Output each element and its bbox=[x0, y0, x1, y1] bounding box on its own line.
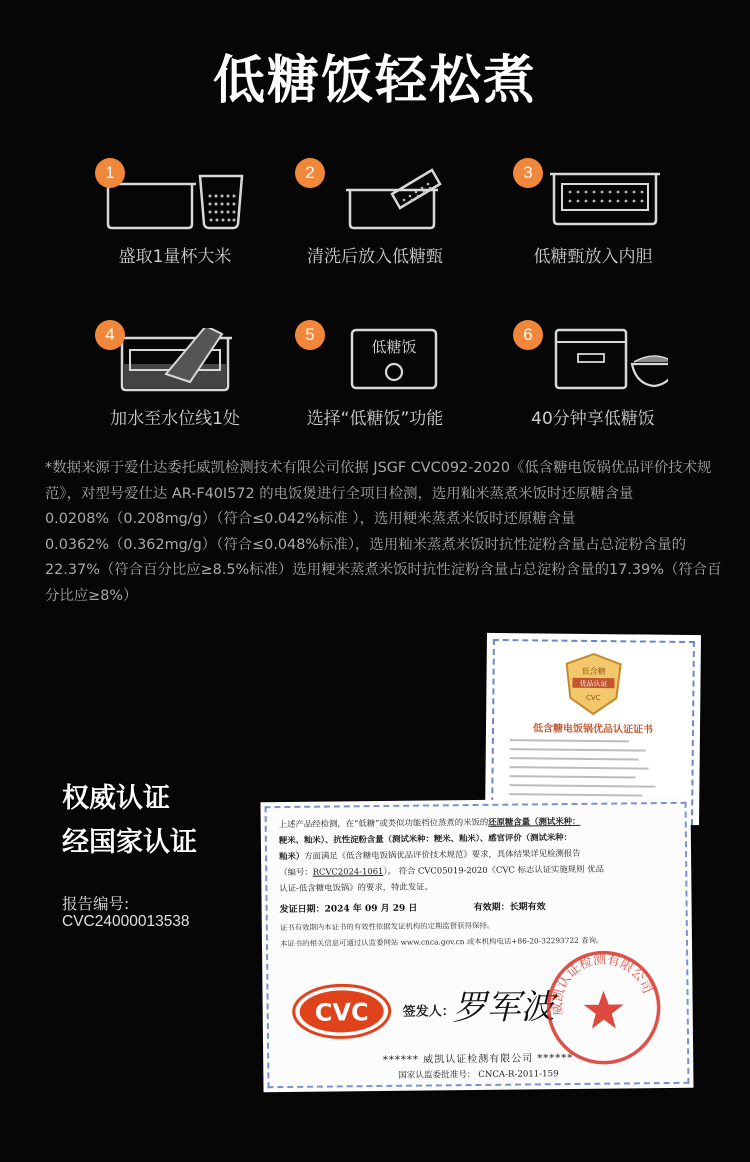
step-5 bbox=[260, 320, 490, 470]
step-6 bbox=[478, 320, 708, 470]
signature: 罗军波 bbox=[452, 987, 555, 1029]
step-label: 加水至水位线1处 bbox=[110, 409, 240, 429]
issuing-company: ****** 威凯认证检测有限公司 ****** bbox=[382, 1052, 574, 1066]
svg-text:优品认证: 优品认证 bbox=[579, 679, 608, 689]
step-number: 5 bbox=[295, 320, 325, 350]
step-2 bbox=[260, 158, 490, 308]
validity: 有效期：长期有效 bbox=[473, 902, 546, 914]
svg-text:CVC: CVC bbox=[314, 998, 369, 1027]
step-number: 2 bbox=[295, 158, 325, 188]
certificate-lines bbox=[509, 739, 680, 804]
approval-number: 国家认监委批准号： CNCA-R-2011-159 bbox=[398, 1069, 559, 1081]
step-4 bbox=[60, 320, 290, 470]
issue-date: 发证日期：2024 年 09 月 29 日 bbox=[279, 903, 418, 916]
step-number: 3 bbox=[513, 158, 543, 188]
panel-text: 低糖饭 bbox=[371, 338, 417, 356]
certificate-front bbox=[260, 798, 693, 1092]
step-label: 选择“低糖饭”功能 bbox=[306, 409, 444, 429]
step-number: 6 bbox=[513, 320, 543, 350]
report-number: CVC24000013538 bbox=[62, 913, 190, 930]
step-label: 清洗后放入低糖甄 bbox=[307, 247, 443, 267]
page-title: 低糖饭轻松煮 bbox=[212, 51, 537, 111]
step-number: 1 bbox=[95, 158, 125, 188]
signer-label: 签发人： bbox=[402, 1004, 455, 1020]
certificate-body: 上述产品经检测，在“低糖”或类似功能档位蒸煮的米饭的还原糖含量（测试米种： 粳米、籼米）、抗性淀粉含量（测试米种：粳米、籼米）、感官评价（测试米种： 籼米）方面满足《低含糖电饭锅优品评价技术规范》要求，具体结果详见检测报告 （编号：RCVC2024-1061）。 符合 CVC05019-2020《CVC 标志认证实施规则 优品 认证-低含糖电饭锅》的要求，特此发证。 bbox=[278, 815, 604, 894]
svg-text:CVC: CVC bbox=[585, 693, 601, 703]
cvc-logo-icon bbox=[290, 979, 393, 1040]
certificate-title: 低含糖电饭锅优品认证证书 bbox=[532, 723, 654, 736]
authority-heading: 权威认证 bbox=[62, 783, 170, 814]
svg-text:低含糖: 低含糖 bbox=[581, 666, 606, 677]
step-number: 4 bbox=[95, 320, 125, 350]
step-label: 40分钟享低糖饭 bbox=[531, 409, 655, 429]
quality-badge-icon bbox=[562, 652, 625, 717]
inquiry-note: 本证书的相关信息可通过认监委网站 www.cnca.gov.cn 或本机构电话+86-20-32293722 查询。 bbox=[279, 935, 604, 949]
validity-note: 证书有效期内本证书的有效性依据发证机构的定期监督获得保持。 bbox=[279, 920, 495, 933]
svg-text:威凯认证检测有限公司: 威凯认证检测有限公司 bbox=[550, 952, 655, 1017]
national-cert-heading: 经国家认证 bbox=[62, 827, 197, 858]
certificate-back bbox=[485, 633, 701, 825]
report-label: 报告编号: bbox=[62, 895, 130, 913]
step-label: 盛取1量杯大米 bbox=[118, 247, 232, 267]
step-label: 低糖甄放入内胆 bbox=[533, 247, 653, 267]
data-source-note: *数据来源于爱仕达委托威凯检测技术有限公司依据 JSGF CVC092-2020《低含糖电饭锅优品评价技术规范》，对型号爱仕达 AR-F40I572 的电饭煲进行全项目检测，选用籼米蒸煮米饭时还原糖含量 0.0208%（0.208mg/g）（符合≤0.042%标准 ），选用粳米蒸煮米饭时还原糖含量0.0362%（0.362mg/g）（符合≤0.048%标准），选用籼米蒸煮米饭时抗性淀粉含量占总淀粉含量的22.37%（符合百分比应≥8.5%标准）选用粳米蒸煮米饭时抗性淀粉含量占总淀粉含量的17.39%（符合百分比应≥8%） bbox=[45, 460, 722, 604]
step-1 bbox=[60, 158, 290, 308]
step-3 bbox=[478, 158, 708, 308]
